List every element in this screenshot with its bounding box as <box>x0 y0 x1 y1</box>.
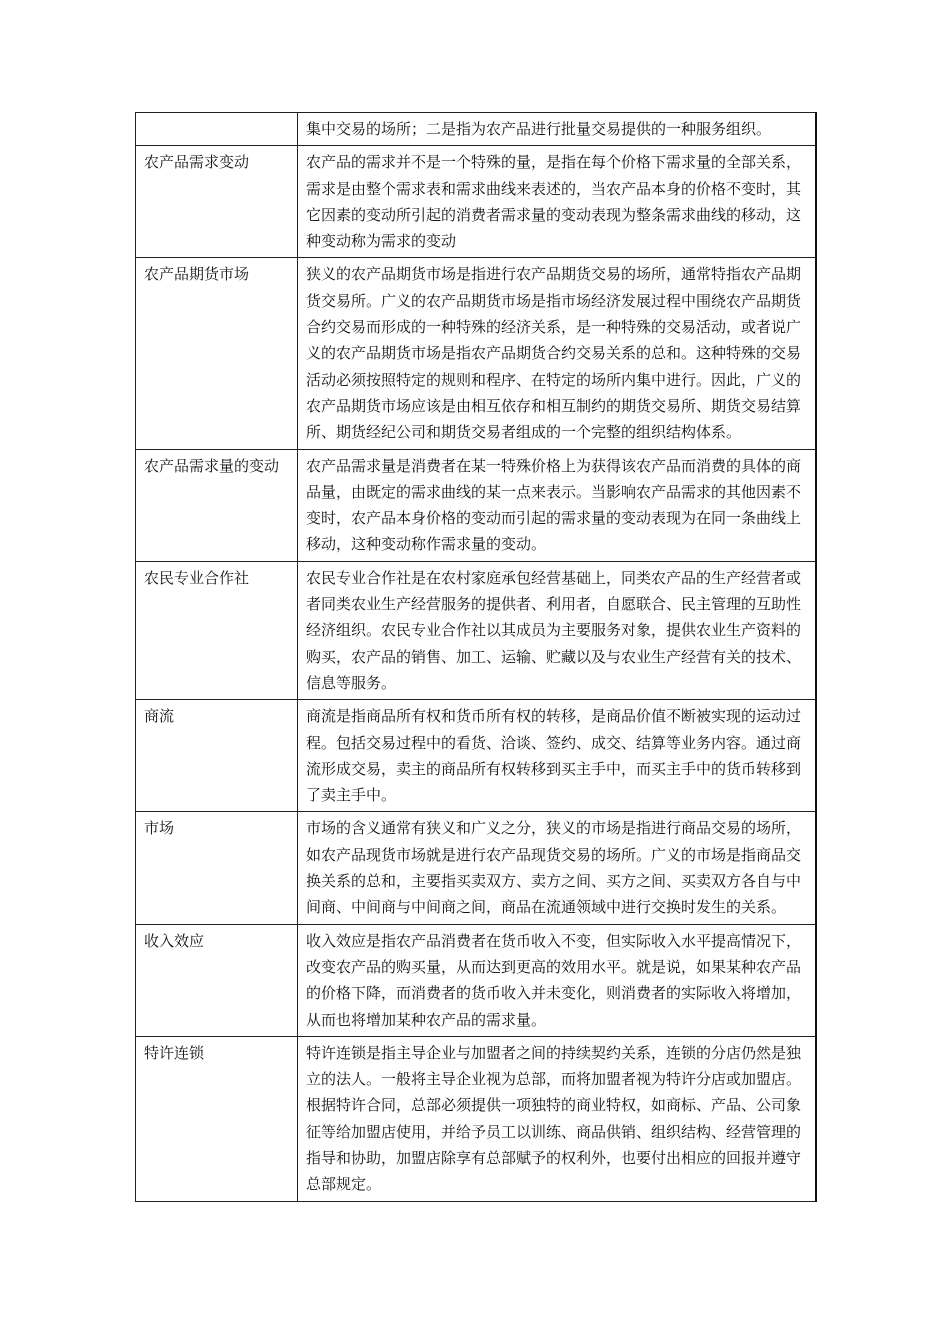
term-cell: 市场 <box>136 812 298 924</box>
term-cell: 农产品需求量的变动 <box>136 449 298 561</box>
table-row <box>136 449 817 561</box>
definition-cell: 狭义的农产品期货市场是指进行农产品期货交易的场所，通常特指农产品期货交易所。广义的农产品期货市场是指市场经济发展过程中围绕农产品期货合约交易而形成的一种特殊的经济关系，是一种特殊的交易活动，或者说广义的农产品期货市场是指农产品期货合约交易关系的总和。这种特殊的交易活动必须按照特定的规则和程序、在特定的场所内集中进行。因此，广义的农产品期货市场应该是由相互依存和相互制约的期货交易所、期货交易结算所、期货经纪公司和期货交易者组成的一个完整的组织结构体系。 <box>298 258 817 449</box>
definition-cell: 农民专业合作社是在农村家庭承包经营基础上，同类农产品的生产经营者或者同类农业生产经营服务的提供者、利用者，自愿联合、民主管理的互助性经济组织。农民专业合作社以其成员为主要服务对象，提供农业生产资料的购买，农产品的销售、加工、运输、贮藏以及与农业生产经营有关的技术、信息等服务。 <box>298 561 817 699</box>
table-row <box>136 113 817 146</box>
table-row <box>136 924 817 1036</box>
definition-cell: 农产品的需求并不是一个特殊的量，是指在每个价格下需求量的全部关系，需求是由整个需求表和需求曲线来表述的，当农产品本身的价格不变时，其它因素的变动所引起的消费者需求量的变动表现为整条需求曲线的移动，这种变动称为需求的变动 <box>298 146 817 258</box>
table-row <box>136 561 817 699</box>
table-row <box>136 146 817 258</box>
definition-cell: 市场的含义通常有狭义和广义之分，狭义的市场是指进行商品交易的场所，如农产品现货市场就是进行农产品现货交易的场所。广义的市场是指商品交换关系的总和，主要指买卖双方、卖方之间、买方之间、买卖双方各自与中间商、中间商与中间商之间，商品在流通领域中进行交换时发生的关系。 <box>298 812 817 924</box>
term-cell: 商流 <box>136 700 298 812</box>
term-cell: 农民专业合作社 <box>136 561 298 699</box>
term-cell: 特许连锁 <box>136 1036 298 1201</box>
table-row <box>136 700 817 812</box>
term-cell: 收入效应 <box>136 924 298 1036</box>
table-row <box>136 1036 817 1201</box>
term-cell <box>136 113 298 146</box>
table-row <box>136 812 817 924</box>
definition-cell: 农产品需求量是消费者在某一特殊价格上为获得该农产品而消费的具体的商品量，由既定的需求曲线的某一点来表示。当影响农产品需求的其他因素不变时，农产品本身价格的变动而引起的需求量的变动表现为在同一条曲线上移动，这种变动称作需求量的变动。 <box>298 449 817 561</box>
definition-cell: 特许连锁是指主导企业与加盟者之间的持续契约关系，连锁的分店仍然是独立的法人。一般将主导企业视为总部，而将加盟者视为特许分店或加盟店。根据特许合同，总部必须提供一项独特的商业特权，如商标、产品、公司象征等给加盟店使用，并给予员工以训练、商品供销、组织结构、经营管理的指导和协助，加盟店除享有总部赋予的权利外，也要付出相应的回报并遵守总部规定。 <box>298 1036 817 1201</box>
term-cell: 农产品期货市场 <box>136 258 298 449</box>
definition-cell: 商流是指商品所有权和货币所有权的转移，是商品价值不断被实现的运动过程。包括交易过程中的看货、洽谈、签约、成交、结算等业务内容。通过商流形成交易，卖主的商品所有权转移到买主手中，而买主手中的货币转移到了卖主手中。 <box>298 700 817 812</box>
glossary-table <box>135 112 817 1202</box>
definition-cell: 集中交易的场所；二是指为农产品进行批量交易提供的一种服务组织。 <box>298 113 817 146</box>
table-row <box>136 258 817 449</box>
term-cell: 农产品需求变动 <box>136 146 298 258</box>
definition-cell: 收入效应是指农产品消费者在货币收入不变，但实际收入水平提高情况下，改变农产品的购买量，从而达到更高的效用水平。就是说，如果某种农产品的价格下降，而消费者的货币收入并未变化，则消费者的实际收入将增加，从而也将增加某种农产品的需求量。 <box>298 924 817 1036</box>
